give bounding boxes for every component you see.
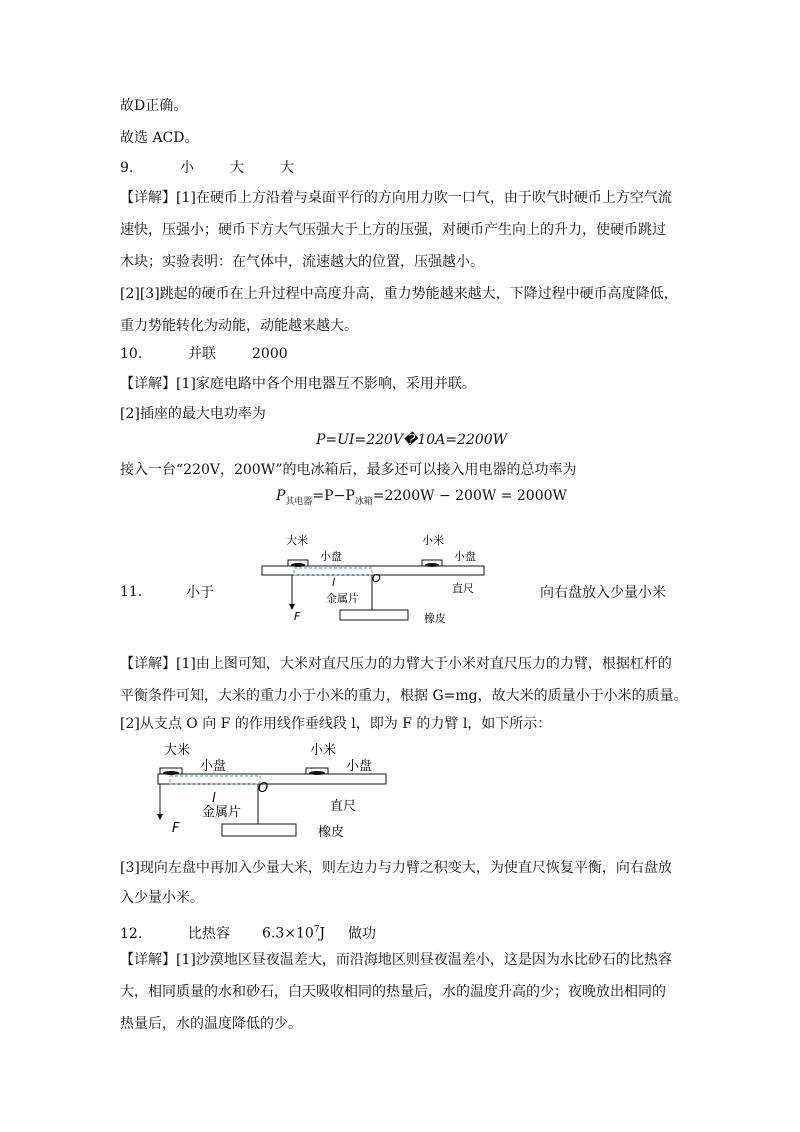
label-metal: 金属片 xyxy=(326,592,359,605)
answer: 做功 xyxy=(348,925,376,942)
text-line: 入少量小米。 xyxy=(120,890,204,906)
label-big-rice: 大米 xyxy=(286,534,308,547)
answer: 大 xyxy=(230,160,244,176)
equation: P=UI=220V�10A=2200W xyxy=(316,432,508,448)
question-number: 9. xyxy=(120,160,134,176)
lever-diagram-small xyxy=(256,530,488,630)
question-number: 12. xyxy=(120,925,143,942)
label-small-rice: 小米 xyxy=(422,534,444,547)
text-line: 大，相同质量的水和砂石，白天吸收相同的热量后，水的温度升高的少；夜晚放出相同的 xyxy=(120,984,666,1000)
answer: 并联 xyxy=(188,346,216,362)
text-line: [2]从支点 O 向 F 的作用线作垂线段 l，即为 F 的力臂 l，如下所示： xyxy=(120,716,552,732)
label-arm: l xyxy=(332,576,336,589)
text-line: 速快，压强小；硬币下方大气压强大于上方的压强，对硬币产生向上的升力，使硬币跳过 xyxy=(120,222,666,238)
label-big-rice: 大米 xyxy=(164,743,191,758)
text-line: 故选 ACD。 xyxy=(120,130,199,146)
answer: 小 xyxy=(180,160,194,176)
label-plate-right: 小盘 xyxy=(454,550,476,563)
text-line: 【详解】[1]家庭电路中各个用电器互不影响，采用并联。 xyxy=(120,376,476,392)
answer: 大 xyxy=(280,160,294,176)
label-pivot: O xyxy=(372,572,381,585)
text-line: 热量后，水的温度降低的少。 xyxy=(120,1016,302,1032)
equation-subscript: 冰箱 xyxy=(354,496,373,507)
question-number: 10. xyxy=(120,346,143,362)
answer-line-12 xyxy=(120,920,376,944)
answer-exponent: 7 xyxy=(313,925,320,935)
label-pivot: O xyxy=(258,781,269,796)
lever-diagram-large xyxy=(154,740,390,840)
text-line: 故D正确。 xyxy=(120,98,188,114)
answer-line-10 xyxy=(120,344,288,364)
text-line: 【详解】[1]由上图可知，大米对直尺压力的力臂大于小米对直尺压力的力臂，根据杠杆的 xyxy=(120,656,672,672)
label-force: F xyxy=(172,821,180,836)
label-eraser: 橡皮 xyxy=(318,825,345,840)
label-metal: 金属片 xyxy=(202,805,242,820)
label-eraser: 橡皮 xyxy=(424,612,446,625)
text-line: 重力势能转化为动能，动能越来越大。 xyxy=(120,318,358,334)
label-arm: l xyxy=(212,791,216,806)
answer: 2000 xyxy=(252,346,288,362)
text-line: [2][3]跳起的硬币在上升过程中高度升高，重力势能越来越大，下降过程中硬币高度降低， xyxy=(120,286,678,302)
equation-subscript: 其电器 xyxy=(285,496,313,507)
text-line: 平衡条件可知，大米的重力小于小米的重力，根据 G=mg，故大米的质量小于小米的质量。 xyxy=(120,688,688,704)
text-line: [3]现向左盘中再加入少量大米，则左边力与力臂之积变大，为使直尺恢复平衡，向右盘放 xyxy=(120,860,672,876)
answer-unit: J xyxy=(319,925,326,942)
equation-term: =P−P xyxy=(312,488,355,504)
text-line: 接入一台“220V，200W”的电冰箱后，最多还可以接入用电器的总功率为 xyxy=(120,462,577,478)
label-plate-left: 小盘 xyxy=(200,759,227,774)
text-line: 【详解】[1]沙漠地区昼夜温差大，而沿海地区则昼夜温差小，这是因为水比砂石的比热容 xyxy=(120,952,672,968)
text-line: [2]插座的最大电功率为 xyxy=(120,406,266,422)
label-ruler: 直尺 xyxy=(452,582,474,595)
text-line: 【详解】[1]在硬币上方沿着与桌面平行的方向用力吹一口气，由于吹气时硬币上方空气流 xyxy=(120,190,672,206)
label-ruler: 直尺 xyxy=(330,799,357,814)
answer: 比热容 xyxy=(188,925,230,942)
equation xyxy=(276,488,567,507)
answer: 向右盘放入少量小米 xyxy=(540,585,666,601)
label-small-rice: 小米 xyxy=(310,743,337,758)
text-line: 木块；实验表明：在气体中，流速越大的位置，压强越小。 xyxy=(120,254,484,270)
answer xyxy=(262,920,348,944)
question-number: 11. xyxy=(120,584,143,600)
answer-base: 6.3×10 xyxy=(262,925,314,942)
equation-term: =2200W − 200W = 2000W xyxy=(372,488,567,504)
label-plate-right: 小盘 xyxy=(346,759,373,774)
answer-line-9 xyxy=(120,158,294,178)
equation-term: P xyxy=(276,488,286,504)
label-plate-left: 小盘 xyxy=(320,550,342,563)
label-force: F xyxy=(294,610,301,623)
answer: 小于 xyxy=(186,585,214,601)
